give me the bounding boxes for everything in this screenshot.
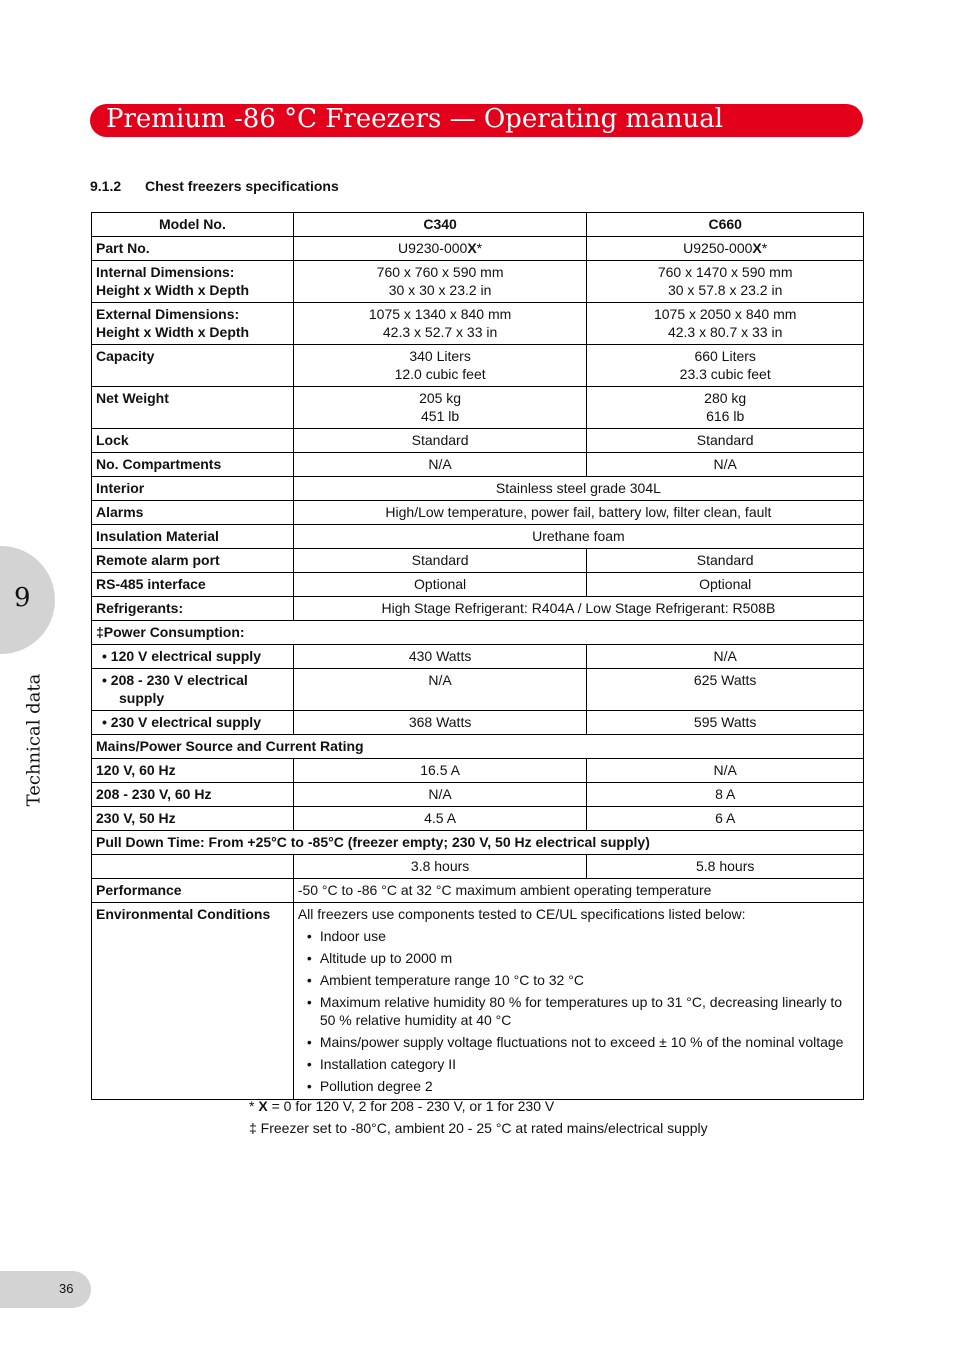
value-line: 280 kg bbox=[704, 390, 747, 406]
footnote-star bbox=[249, 1098, 554, 1114]
table-row bbox=[92, 387, 864, 429]
row-label-empty bbox=[92, 855, 294, 879]
table-row bbox=[92, 669, 864, 711]
table-header-row bbox=[92, 213, 864, 237]
table-row bbox=[92, 549, 864, 573]
cell-c660: Standard bbox=[587, 429, 864, 453]
row-label: • 208 - 230 V electrical supply bbox=[92, 669, 294, 711]
part-number: U9230-000 bbox=[398, 240, 468, 256]
cell-c340: Standard bbox=[293, 429, 587, 453]
pulldown-heading: Pull Down Time: From +25°C to -85°C (freezer empty; 230 V, 50 Hz electrical supply) bbox=[92, 831, 864, 855]
cell-shared: Stainless steel grade 304L bbox=[293, 477, 863, 501]
value-line: 30 x 57.8 x 23.2 in bbox=[667, 282, 783, 298]
value-line: 30 x 30 x 23.2 in bbox=[388, 282, 492, 298]
environment-intro: All freezers use components tested to CE/UL specifications listed below: bbox=[297, 906, 746, 922]
footnote-dagger: ‡ Freezer set to -80°C, ambient 20 - 25 °C at rated mains/electrical supply bbox=[249, 1120, 708, 1136]
section-number: 9.1.2 bbox=[90, 178, 122, 194]
cell-c660: N/A bbox=[587, 645, 864, 669]
value-line: 12.0 cubic feet bbox=[394, 366, 486, 382]
chapter-label: Technical data bbox=[23, 673, 45, 807]
part-number: U9250-000 bbox=[683, 240, 753, 256]
label-line: Internal Dimensions: bbox=[96, 264, 235, 280]
table-row bbox=[92, 831, 864, 855]
value-line: 205 kg bbox=[419, 390, 462, 406]
cell-c340 bbox=[293, 261, 587, 303]
table-row bbox=[92, 453, 864, 477]
mains-heading: Mains/Power Source and Current Rating bbox=[92, 735, 864, 759]
environment-list bbox=[298, 927, 859, 1095]
footnote-marker: * bbox=[249, 1098, 259, 1114]
cell-c660: 625 Watts bbox=[587, 669, 864, 711]
cell-c660: 8 A bbox=[587, 783, 864, 807]
page-number: 36 bbox=[59, 1281, 74, 1296]
row-label: Net Weight bbox=[92, 387, 294, 429]
row-label: Interior bbox=[92, 477, 294, 501]
cell-c660 bbox=[587, 387, 864, 429]
cell-c340: 4.5 A bbox=[293, 807, 587, 831]
cell-c660 bbox=[587, 261, 864, 303]
table-row bbox=[92, 261, 864, 303]
cell-shared: Urethane foam bbox=[293, 525, 863, 549]
cell-c340: N/A bbox=[293, 453, 587, 477]
list-item: • Ambient temperature range 10 °C to 32 °C bbox=[320, 971, 859, 989]
table-row bbox=[92, 597, 864, 621]
row-label: Part No. bbox=[92, 237, 294, 261]
page-number-tab bbox=[0, 1271, 91, 1308]
list-item: • Indoor use bbox=[320, 927, 859, 945]
cell-shared: -50 °C to -86 °C at 32 °C maximum ambient operating temperature bbox=[293, 879, 863, 903]
table-row bbox=[92, 429, 864, 453]
cell-c660 bbox=[587, 237, 864, 261]
table-row bbox=[92, 645, 864, 669]
row-label: 120 V, 60 Hz bbox=[92, 759, 294, 783]
list-item: • Mains/power supply voltage fluctuations not to exceed ± 10 % of the nominal voltage bbox=[320, 1033, 859, 1051]
value-line: 1075 x 2050 x 840 mm bbox=[653, 306, 797, 322]
row-label: Insulation Material bbox=[92, 525, 294, 549]
row-label bbox=[92, 261, 294, 303]
footnote-variable: X bbox=[258, 1098, 268, 1114]
part-variant: X bbox=[752, 240, 762, 256]
table-row bbox=[92, 711, 864, 735]
header-model: Model No. bbox=[92, 213, 294, 237]
row-label: Environmental Conditions bbox=[92, 903, 294, 1100]
row-label bbox=[92, 303, 294, 345]
table-row bbox=[92, 303, 864, 345]
row-label: • 230 V electrical supply bbox=[92, 711, 294, 735]
asterisk: * bbox=[476, 240, 483, 256]
list-item: • Pollution degree 2 bbox=[320, 1077, 859, 1095]
table-row bbox=[92, 573, 864, 597]
cell-c660: 595 Watts bbox=[587, 711, 864, 735]
footnote-text: = 0 for 120 V, 2 for 208 - 230 V, or 1 for 230 V bbox=[267, 1098, 555, 1114]
cell-c340: 16.5 A bbox=[293, 759, 587, 783]
cell-c340: Standard bbox=[293, 549, 587, 573]
table-row bbox=[92, 879, 864, 903]
table-row bbox=[92, 903, 864, 1100]
row-label: Remote alarm port bbox=[92, 549, 294, 573]
chapter-number: 9 bbox=[14, 583, 31, 613]
cell-c340: 430 Watts bbox=[293, 645, 587, 669]
value-line: 660 Liters bbox=[694, 348, 756, 364]
cell-c660: 5.8 hours bbox=[587, 855, 864, 879]
list-item: • Maximum relative humidity 80 % for temperatures up to 31 °C, decreasing linearly to 50 % relative humidity at 40 °C bbox=[320, 993, 859, 1029]
value-line: 340 Liters bbox=[409, 348, 471, 364]
power-heading: ‡Power Consumption: bbox=[92, 621, 864, 645]
row-label: Alarms bbox=[92, 501, 294, 525]
list-item: • Altitude up to 2000 m bbox=[320, 949, 859, 967]
cell-c340 bbox=[293, 303, 587, 345]
value-line: 42.3 x 52.7 x 33 in bbox=[382, 324, 498, 340]
table-row bbox=[92, 621, 864, 645]
table-row bbox=[92, 855, 864, 879]
cell-c660: 6 A bbox=[587, 807, 864, 831]
table-row bbox=[92, 501, 864, 525]
cell-c340: 3.8 hours bbox=[293, 855, 587, 879]
cell-c660: N/A bbox=[587, 453, 864, 477]
cell-c660 bbox=[587, 345, 864, 387]
value-line: 23.3 cubic feet bbox=[679, 366, 771, 382]
section-heading bbox=[90, 178, 339, 194]
value-line: 760 x 1470 x 590 mm bbox=[657, 264, 793, 280]
cell-c340: Optional bbox=[293, 573, 587, 597]
row-label: No. Compartments bbox=[92, 453, 294, 477]
value-line: 760 x 760 x 590 mm bbox=[376, 264, 504, 280]
cell-c660: Standard bbox=[587, 549, 864, 573]
cell-c660 bbox=[587, 303, 864, 345]
header-c340: C340 bbox=[293, 213, 587, 237]
row-label: Performance bbox=[92, 879, 294, 903]
table-row bbox=[92, 735, 864, 759]
value-line: 42.3 x 80.7 x 33 in bbox=[667, 324, 783, 340]
cell-c340: 368 Watts bbox=[293, 711, 587, 735]
header-c660: C660 bbox=[587, 213, 864, 237]
table-row bbox=[92, 783, 864, 807]
label-line: Height x Width x Depth bbox=[96, 324, 250, 340]
value-line: 451 lb bbox=[421, 408, 460, 424]
table-row bbox=[92, 759, 864, 783]
value-line: 1075 x 1340 x 840 mm bbox=[368, 306, 512, 322]
document-title: Premium -86 °C Freezers — Operating manual bbox=[106, 104, 724, 134]
section-title: Chest freezers specifications bbox=[145, 178, 339, 194]
cell-c340: N/A bbox=[293, 669, 587, 711]
cell-c340 bbox=[293, 387, 587, 429]
cell-c340 bbox=[293, 345, 587, 387]
row-label: • 120 V electrical supply bbox=[92, 645, 294, 669]
cell-c340 bbox=[293, 237, 587, 261]
row-label: Capacity bbox=[92, 345, 294, 387]
row-label: 230 V, 50 Hz bbox=[92, 807, 294, 831]
value-line: 616 lb bbox=[706, 408, 745, 424]
table-row bbox=[92, 807, 864, 831]
cell-c660: N/A bbox=[587, 759, 864, 783]
row-label: Refrigerants: bbox=[92, 597, 294, 621]
cell-c340: N/A bbox=[293, 783, 587, 807]
row-label: Lock bbox=[92, 429, 294, 453]
row-label: RS-485 interface bbox=[92, 573, 294, 597]
cell-shared: High Stage Refrigerant: R404A / Low Stage Refrigerant: R508B bbox=[293, 597, 863, 621]
table-row bbox=[92, 525, 864, 549]
label-line: External Dimensions: bbox=[96, 306, 240, 322]
asterisk: * bbox=[761, 240, 768, 256]
label-line: Height x Width x Depth bbox=[96, 282, 250, 298]
table-row bbox=[92, 477, 864, 501]
part-variant: X bbox=[467, 240, 477, 256]
environment-cell bbox=[293, 903, 863, 1100]
cell-c660: Optional bbox=[587, 573, 864, 597]
row-label: 208 - 230 V, 60 Hz bbox=[92, 783, 294, 807]
cell-shared: High/Low temperature, power fail, battery low, filter clean, fault bbox=[293, 501, 863, 525]
header-banner bbox=[90, 104, 863, 137]
spec-table bbox=[91, 212, 864, 1100]
list-item: • Installation category II bbox=[320, 1055, 859, 1073]
table-row bbox=[92, 345, 864, 387]
table-row bbox=[92, 237, 864, 261]
